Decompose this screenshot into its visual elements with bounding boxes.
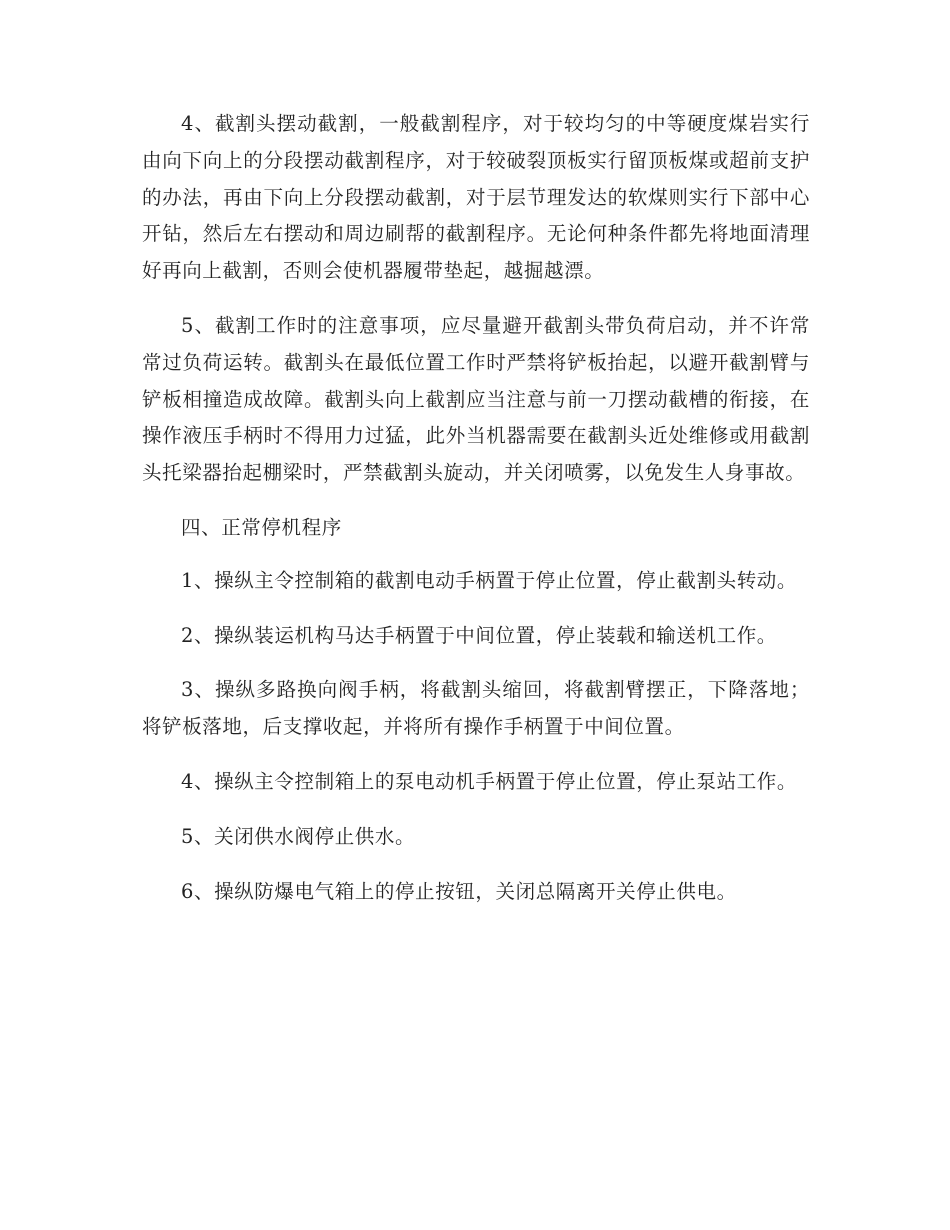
shutdown-step-1: 1、操纵主令控制箱的截割电动手柄置于停止位置，停止截割头转动。 bbox=[181, 568, 798, 592]
shutdown-step-4: 4、操纵主令控制箱上的泵电动机手柄置于停止位置，停止泵站工作。 bbox=[181, 769, 798, 793]
shutdown-step-3: 3、操纵多路换向阀手柄，将截割头缩回，将截割臂摆正，下降落地；将铲板落地，后支撑收起，并将所有操作手柄置于中间位置。 bbox=[142, 678, 810, 739]
shutdown-step-2: 2、操纵装运机构马达手柄置于中间位置，停止装载和输送机工作。 bbox=[181, 623, 777, 647]
paragraph-cutting-head-swing: 4、截割头摆动截割，一般截割程序，对于较均匀的中等硬度煤岩实行由向下向上的分段摆动截割程序，对于较破裂顶板实行留顶板煤或超前支护的办法，再由下向上分段摆动截割，对于层节理发达的软煤则实行下部中心开钻，然后左右摆动和周边刷帮的截割程序。无论何种条件都先将地面清理好再向上截割，否则会使机器履带垫起，越掘越漂。 bbox=[142, 112, 810, 283]
paragraph-cutting-precautions: 5、截割工作时的注意事项，应尽量避开截割头带负荷启动，并不许常常过负荷运转。截割头在最低位置工作时严禁将铲板抬起，以避开截割臂与铲板相撞造成故障。截割头向上截割应当注意与前一刀摆动截槽的衔接，在操作液压手柄时不得用力过猛，此外当机器需要在截割头近处维修或用截割头托梁器抬起棚梁时，严禁截割头旋动，并关闭喷雾，以免发生人身事故。 bbox=[142, 313, 810, 485]
document-body bbox=[142, 106, 810, 928]
shutdown-step-6: 6、操纵防爆电气箱上的停止按钮，关闭总隔离开关停止供电。 bbox=[181, 879, 737, 903]
section-heading-normal-shutdown: 四、正常停机程序 bbox=[181, 515, 342, 539]
shutdown-step-5: 5、关闭供水阀停止供水。 bbox=[181, 824, 416, 848]
